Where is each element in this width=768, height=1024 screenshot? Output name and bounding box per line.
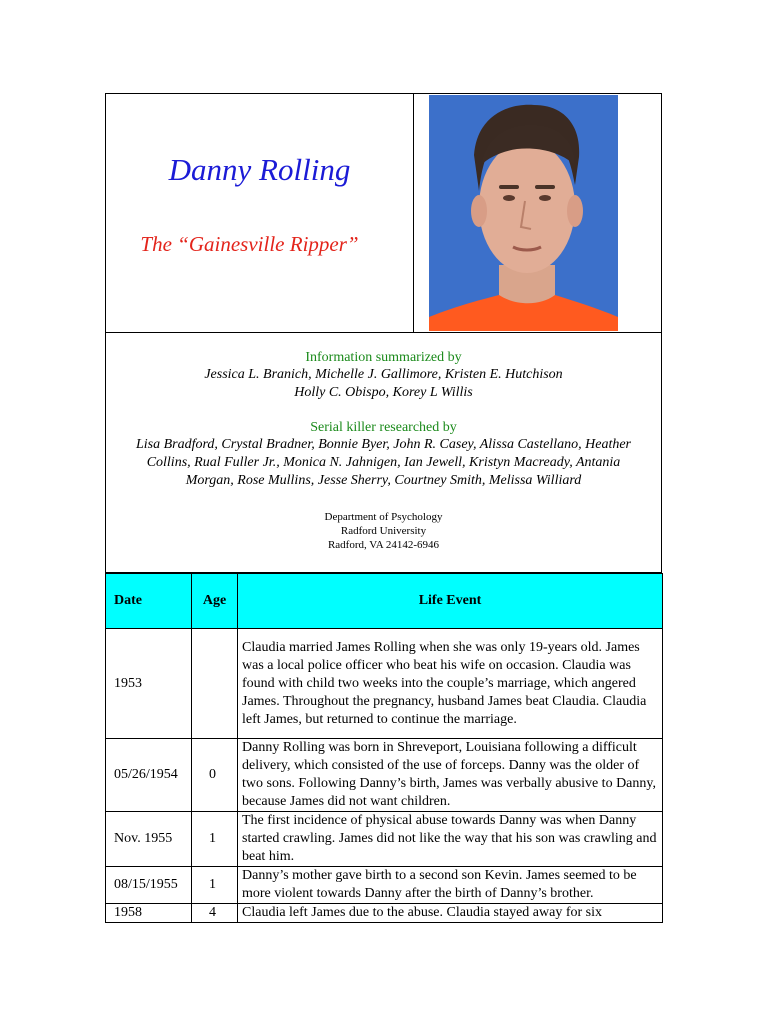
researched-names-line2: Collins, Rual Fuller Jr., Monica N. Jahnigen, Ian Jewell, Kristyn Macready, Antania	[146, 455, 621, 470]
document-subtitle: The “Gainesville Ripper”	[140, 232, 359, 256]
summarized-names-line2: Holly C. Obispo, Korey L Willis	[294, 385, 473, 400]
row-date: 1958	[106, 904, 192, 923]
table-row	[106, 812, 663, 867]
row-age: 0	[192, 739, 238, 812]
row-date: 1953	[106, 629, 192, 739]
header-date: Date	[106, 574, 192, 629]
life-events-table	[105, 573, 663, 923]
mugshot-photo	[429, 95, 618, 331]
credits-block	[105, 332, 662, 573]
row-age	[192, 629, 238, 739]
row-date: Nov. 1955	[106, 812, 192, 867]
row-event: Danny’s mother gave birth to a second son Kevin. James seemed to be more violent towards Danny after the birth of Danny’s brother.	[238, 867, 663, 904]
researched-names-line3: Morgan, Rose Mullins, Jesse Sherry, Courtney Smith, Melissa Williard	[185, 473, 582, 488]
summarized-heading: Information summarized by	[305, 350, 462, 365]
researched-heading: Serial killer researched by	[310, 420, 457, 435]
row-event: Claudia left James due to the abuse. Claudia stayed away for six	[238, 904, 663, 923]
department-line3: Radford, VA 24142-6946	[327, 539, 440, 551]
row-event: The first incidence of physical abuse towards Danny was when Danny started crawling. James did not like the way that his son was crawling and beat him.	[238, 812, 663, 867]
header-age: Age	[192, 574, 238, 629]
title-block	[105, 93, 662, 333]
table-row	[106, 904, 663, 923]
row-event: Claudia married James Rolling when she was only 19-years old. James was a local police officer who beat his wife on occasion. Claudia was found with child two weeks into the couple’s marriage, which angered James. Throughout the pregnancy, husband James beat Claudia. Claudia left James, but returned to continue the marriage.	[238, 629, 663, 739]
table-row	[106, 739, 663, 812]
row-date: 05/26/1954	[106, 739, 192, 812]
table-header-row	[106, 574, 663, 629]
row-age: 1	[192, 867, 238, 904]
row-event: Danny Rolling was born in Shreveport, Louisiana following a difficult delivery, which consisted of the use of forceps. Danny was the older of two sons. Following Danny’s birth, James was verbally abusive to Danny, because James did not want children.	[238, 739, 663, 812]
document-title: Danny Rolling	[168, 152, 351, 187]
department-line1: Department of Psychology	[324, 511, 443, 523]
header-life-event: Life Event	[238, 574, 663, 629]
table-row	[106, 867, 663, 904]
researched-names-line1: Lisa Bradford, Crystal Bradner, Bonnie Byer, John R. Casey, Alissa Castellano, Heather	[135, 437, 632, 452]
table-row	[106, 629, 663, 739]
row-age: 4	[192, 904, 238, 923]
mugshot-image	[429, 95, 618, 331]
department-line2: Radford University	[340, 525, 427, 537]
row-date: 08/15/1955	[106, 867, 192, 904]
summarized-names-line1: Jessica L. Branich, Michelle J. Gallimore, Kristen E. Hutchison	[204, 367, 563, 382]
header-divider	[413, 94, 414, 332]
row-age: 1	[192, 812, 238, 867]
